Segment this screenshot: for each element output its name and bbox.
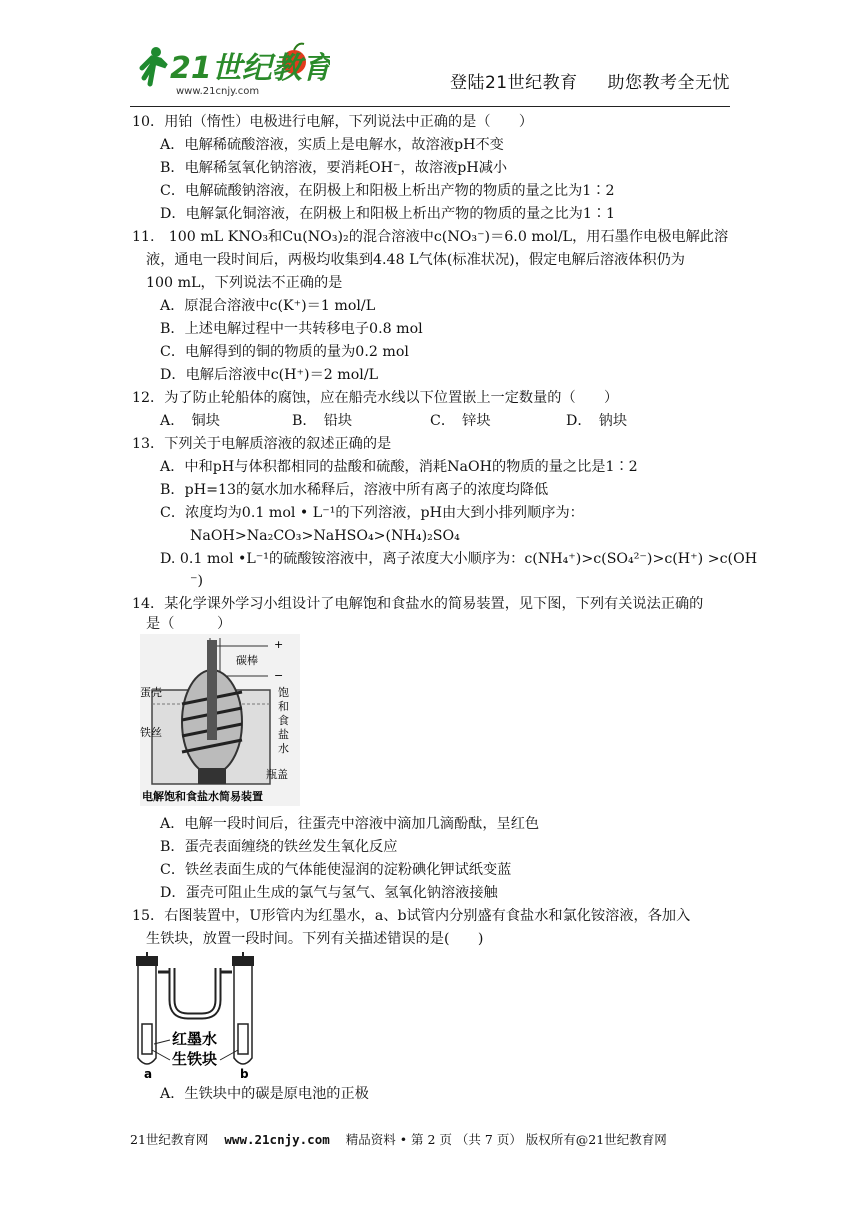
q10-stem: 10．用铂（惰性）电极进行电解，下列说法中正确的是（ ） (132, 114, 534, 130)
q12-option-d: D． 钠块 (566, 413, 628, 429)
q11-stem-line2: 液，通电一段时间后，两极均收集到4.48 L气体(标准状况)，假定电解后溶液体积仍为 (146, 252, 685, 268)
q15-u-tube-figure (128, 950, 268, 1080)
footer-page-info: 精品资料 • 第 2 页 （共 7 页） 版权所有@21世纪教育网 (345, 1132, 667, 1147)
q13-option-d-cont: ⁻) (190, 573, 204, 589)
q12-option-b: B． 铅块 (292, 413, 353, 429)
q10-option-d: D．电解氯化铜溶液，在阴极上和阳极上析出产物的物质的量之比为1∶1 (160, 206, 616, 222)
q13-option-c-order: NaOH>Na₂CO₃>NaHSO₄>(NH₄)₂SO₄ (190, 528, 460, 544)
q11-option-b: B．上述电解过程中一共转移电子0.8 mol (160, 321, 423, 337)
brine-label-2: 和 (278, 700, 289, 713)
q12-option-c: C． 锌块 (430, 413, 491, 429)
q10-option-a: A．电解稀硫酸溶液，实质上是电解水，故溶液pH不变 (160, 137, 504, 153)
brine-label-1: 饱 (278, 686, 289, 699)
q11-option-d: D．电解后溶液中c(H⁺)＝2 mol/L (160, 367, 379, 383)
q14-option-b: B．蛋壳表面缠绕的铁丝发生氧化反应 (160, 839, 398, 855)
header-slogan (426, 68, 730, 93)
q14-stem-line2: 是（ ） (146, 616, 232, 632)
q15-stem-line1: 15．右图装置中，U形管内为红墨水，a、b试管内分别盛有食盐水和氯化铵溶液，各加入 (132, 908, 691, 924)
tube-a-label: a (144, 1067, 153, 1080)
q14-electrolysis-figure (140, 634, 300, 806)
footer-url[interactable]: www.21cnjy.com (224, 1132, 330, 1147)
brine-label-5: 水 (278, 742, 289, 755)
brine-label-4: 盐 (278, 728, 289, 741)
q12-stem: 12．为了防止轮船体的腐蚀，应在船壳水线以下位置嵌上一定数量的（ ） (132, 390, 619, 406)
page-footer (130, 1130, 667, 1148)
q14-option-c: C．铁丝表面生成的气体能使湿润的淀粉碘化钾试纸变蓝 (160, 862, 512, 878)
q13-option-a: A．中和pH与体积都相同的盐酸和硫酸，消耗NaOH的物质的量之比是1∶2 (160, 459, 638, 475)
figure-caption: 电解饱和食盐水简易装置 (142, 790, 263, 803)
q12-option-a: A． 铜块 (160, 413, 220, 429)
q15-option-a: A．生铁块中的碳是原电池的正极 (160, 1086, 369, 1102)
site-logo (130, 38, 330, 98)
slogan-right: 助您教考全无忧 (607, 73, 730, 93)
carbon-rod-label: 碳棒 (236, 654, 258, 667)
runner-icon (142, 47, 166, 84)
q11-stem-line3: 100 mL，下列说法不正确的是 (146, 275, 343, 291)
svg-text:21世纪教育: 21世纪教育 (170, 51, 330, 86)
q13-option-d: D. 0.1 mol •L⁻¹的硫酸铵溶液中，离子浓度大小顺序为：c(NH₄⁺)>c(SO₄²⁻)>c(H⁺) >c(OH (160, 551, 758, 567)
footer-site-name: 21世纪教育网 (130, 1132, 209, 1147)
page-header (130, 38, 730, 108)
bottle-cap-label: 瓶盖 (266, 768, 288, 781)
q13-option-b: B．pH=13的氨水加水稀释后，溶液中所有离子的浓度均降低 (160, 482, 549, 498)
q14-stem-line1: 14．某化学课外学习小组设计了电解饱和食盐水的简易装置，见下图，下列有关说法正确的 (132, 596, 704, 612)
slogan-left: 登陆21世纪教育 (449, 73, 578, 93)
q10-option-c: C．电解硫酸钠溶液，在阴极上和阳极上析出产物的物质的量之比为1∶2 (160, 183, 615, 199)
q13-stem: 13．下列关于电解质溶液的叙述正确的是 (132, 436, 392, 452)
negative-terminal: − (274, 669, 284, 682)
positive-terminal: + (274, 638, 284, 651)
q15-stem-line2: 生铁块，放置一段时间。下列有关描述错误的是( ) (146, 931, 484, 947)
q11-stem-line1: 11. 100 mL KNO₃和Cu(NO₃)₂的混合溶液中c(NO₃⁻)＝6.0 mol/L，用石墨作电极电解此溶 (132, 229, 729, 245)
brine-label-3: 食 (278, 714, 289, 727)
q13-option-c: C．浓度均为0.1 mol • L⁻¹的下列溶液，pH由大到小排列顺序为： (160, 505, 584, 521)
iron-wire-label: 铁丝 (140, 726, 162, 739)
red-ink-label: 红墨水 (172, 1030, 218, 1048)
pig-iron-label: 生铁块 (172, 1050, 218, 1068)
tube-b-label: b (240, 1067, 249, 1080)
header-rule (130, 106, 730, 107)
eggshell-label: 蛋壳 (140, 686, 162, 699)
q14-option-a: A．电解一段时间后，往蛋壳中溶液中滴加几滴酚酞，呈红色 (160, 816, 540, 832)
q11-option-a: A．原混合溶液中c(K⁺)＝1 mol/L (160, 298, 376, 314)
q11-option-c: C．电解得到的铜的物质的量为0.2 mol (160, 344, 409, 360)
q14-option-d: D．蛋壳可阻止生成的氯气与氢气、氢氧化钠溶液接触 (160, 885, 498, 901)
q10-option-b: B．电解稀氢氧化钠溶液，要消耗OH⁻，故溶液pH减小 (160, 160, 508, 176)
svg-text:www.21cnjy.com: www.21cnjy.com (176, 86, 260, 97)
